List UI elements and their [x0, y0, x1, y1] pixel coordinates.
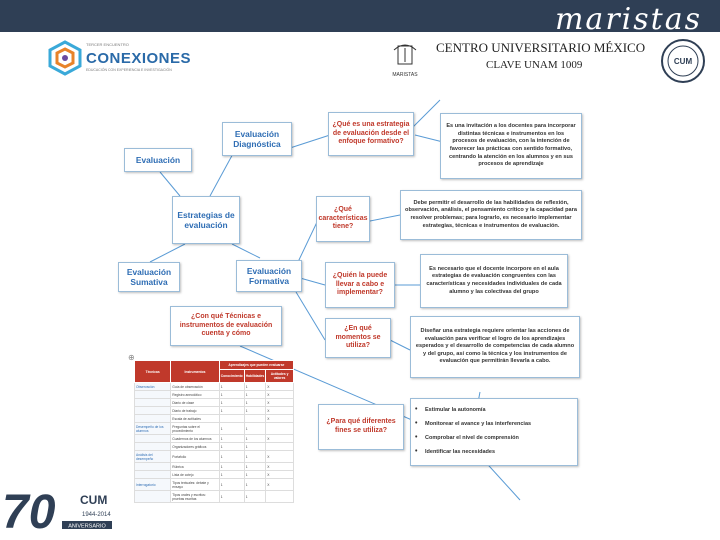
table-cell: [266, 491, 294, 503]
anniversary-label: ANIVERSARIO: [68, 523, 106, 530]
table-cell: 1: [219, 423, 244, 435]
header-aprendizajes: Aprendizajes que pueden evaluarse: [219, 361, 293, 370]
node-diagnostica: Evaluación Diagnóstica: [222, 122, 292, 156]
answer-momentos: Diseñar una estrategia requiere orientar las acciones de evaluación para verificar el logro de los aprendizajes esperados y el desarrollo de competencias de cada alumno y del grupo, así como la técnica y los instrumentos de evaluación que permitirán llevarla a cabo.: [410, 316, 580, 378]
table-cell: Diario de trabajo: [171, 407, 219, 415]
fines-item: • Monitorear el avance y las interferencias: [411, 421, 577, 427]
table-cell: [266, 423, 294, 435]
header-instrumentos: Instrumentos: [171, 361, 219, 383]
table-row: [135, 435, 294, 443]
table-cell: Desempeño de los alumnos: [135, 423, 171, 435]
table-row: [135, 391, 294, 399]
table-cell: [135, 399, 171, 407]
table-cell: X: [266, 415, 294, 423]
fines-item: • Comprobar el nivel de comprensión: [411, 435, 577, 441]
table-cell: Interrogatorio: [135, 479, 171, 491]
table-cell: 1: [244, 391, 266, 399]
fines-item: • Estimular la autonomía: [411, 407, 577, 413]
expand-icon[interactable]: ⊕: [128, 353, 135, 362]
table-cell: 1: [244, 423, 266, 435]
table-row: [135, 423, 294, 435]
table-cell: [135, 407, 171, 415]
table-cell: 1: [219, 407, 244, 415]
table-cell: 1: [244, 443, 266, 451]
node-tecnicas: ¿Con qué Técnicas e instrumentos de evaluación cuenta y cómo: [170, 306, 282, 346]
table-cell: 1: [219, 443, 244, 451]
anniversary-mark: CUM: [80, 493, 108, 507]
table-cell: Cuadernos de los alumnos: [171, 435, 219, 443]
table-cell: 1: [219, 399, 244, 407]
table-cell: Tipos orales y escritos: pruebas escritas: [171, 491, 219, 503]
anniversary-years: 1944-2014: [82, 512, 111, 518]
table-cell: Lista de cotejo: [171, 471, 219, 479]
table-cell: 1: [244, 399, 266, 407]
table-cell: 1: [219, 491, 244, 503]
table-cell: 1: [219, 479, 244, 491]
table-row: [135, 463, 294, 471]
table-cell: 1: [219, 383, 244, 391]
table-cell: X: [266, 479, 294, 491]
table-cell: 1: [244, 435, 266, 443]
question-fines: ¿Para qué diferentes fines se utiliza?: [318, 404, 404, 450]
table-cell: 1: [244, 471, 266, 479]
header-conocimiento: Conocimiento: [219, 370, 244, 383]
node-sumativa: Evaluación Sumativa: [118, 262, 180, 292]
anniversary-logo-icon: [0, 484, 140, 540]
institution-code: CLAVE UNAM 1009: [486, 59, 583, 71]
table-cell: X: [266, 463, 294, 471]
table-cell: Tipos textuales: debate y ensayo: [171, 479, 219, 491]
node-formativa: Evaluación Formativa: [236, 260, 302, 292]
table-cell: [135, 415, 171, 423]
header-tecnicas: Técnicas: [135, 361, 171, 383]
table-cell: [266, 443, 294, 451]
table-cell: 1: [244, 407, 266, 415]
table-cell: X: [266, 435, 294, 443]
table-cell: [135, 391, 171, 399]
table-cell: Análisis del desempeño: [135, 451, 171, 463]
question-momentos: ¿En qué momentos se utiliza?: [325, 318, 391, 358]
table-cell: Escala de actitudes: [171, 415, 219, 423]
table-row: [135, 407, 294, 415]
table-cell: [135, 435, 171, 443]
node-estrategias: Estrategias de evaluación: [172, 196, 240, 244]
table-body: [135, 383, 294, 503]
answer-quien: Es necesario que el docente incorpore en el aula estrategias de evaluación congruentes con las características y necesidades individuales de cada alumno y las colectivas del grupo: [420, 254, 568, 308]
table-cell: X: [266, 451, 294, 463]
maristas-seal-label: MARISTAS: [392, 72, 418, 78]
table-cell: [219, 415, 244, 423]
table-cell: 1: [219, 463, 244, 471]
table-row: [135, 443, 294, 451]
table-cell: X: [266, 407, 294, 415]
table-cell: [135, 463, 171, 471]
table-cell: 1: [219, 451, 244, 463]
table-cell: [135, 443, 171, 451]
maristas-wordmark: maristas: [554, 2, 702, 37]
table-row: [135, 383, 294, 391]
cum-seal-label: CUM: [673, 57, 693, 66]
table-cell: X: [266, 391, 294, 399]
node-evaluacion: Evaluación: [124, 148, 192, 172]
table-cell: Registro anecdótico: [171, 391, 219, 399]
question-caracteristicas: ¿Qué características tiene?: [316, 196, 370, 242]
table-cell: 1: [244, 479, 266, 491]
question-que-es: ¿Qué es una estrategia de evaluación desde el enfoque formativo?: [328, 112, 414, 156]
table-cell: 1: [244, 463, 266, 471]
fines-item: • Identificar las necesidades: [411, 449, 577, 455]
table-row: [135, 451, 294, 463]
anniversary-number: 70: [2, 486, 56, 539]
table-row: [135, 471, 294, 479]
fines-list: [410, 398, 578, 466]
table-row: [135, 399, 294, 407]
table-row: [135, 415, 294, 423]
table-cell: Preguntas sobre el procedimiento: [171, 423, 219, 435]
header-habilidades: Habilidades: [244, 370, 266, 383]
table-cell: Guía de observación: [171, 383, 219, 391]
table-header-group: [135, 361, 294, 370]
table-cell: 1: [244, 491, 266, 503]
table-cell: 1: [219, 435, 244, 443]
table-cell: X: [266, 471, 294, 479]
header-actitudes: Actitudes y valores: [266, 370, 294, 383]
table-cell: 1: [244, 451, 266, 463]
question-quien: ¿Quién la puede llevar a cabo e implementar?: [325, 262, 395, 308]
table-cell: 1: [219, 391, 244, 399]
table-cell: Portafolio: [171, 451, 219, 463]
institution-name: CENTRO UNIVERSITARIO MÉXICO: [436, 40, 646, 55]
conexiones-name: CONEXIONES: [86, 50, 192, 67]
techniques-table: [134, 360, 294, 503]
table-cell: X: [266, 399, 294, 407]
table-cell: Observación: [135, 383, 171, 391]
table-row: [135, 491, 294, 503]
table-row: [135, 479, 294, 491]
conexiones-small: TERCER ENCUENTRO: [86, 42, 129, 47]
conexiones-tagline: EDUCACIÓN CON EXPERIENCIA E INVESTIGACIÓN: [86, 68, 172, 72]
answer-que-es: Es una invitación a los docentes para incorporar distintas técnicas e instrumentos en los procesos de evaluación, con la intención de favorecer las prácticas con sentido formativo, centrando la atención en los alumnos y en sus procesos de aprendizaje: [440, 113, 582, 179]
table-cell: [244, 415, 266, 423]
table-cell: Organizadores gráficos: [171, 443, 219, 451]
table-cell: Diario de clase: [171, 399, 219, 407]
answer-caracteristicas: Debe permitir el desarrollo de las habilidades de reflexión, observación, análisis, el pensamiento crítico y la capacidad para resolver problemas; para lograrlo, es necesario implementar estrategias, técnicas e instrumentos de evaluación.: [400, 190, 582, 240]
table-cell: 1: [244, 383, 266, 391]
table-cell: Rúbrica: [171, 463, 219, 471]
table-cell: 1: [219, 471, 244, 479]
table-cell: [135, 471, 171, 479]
table-cell: X: [266, 383, 294, 391]
